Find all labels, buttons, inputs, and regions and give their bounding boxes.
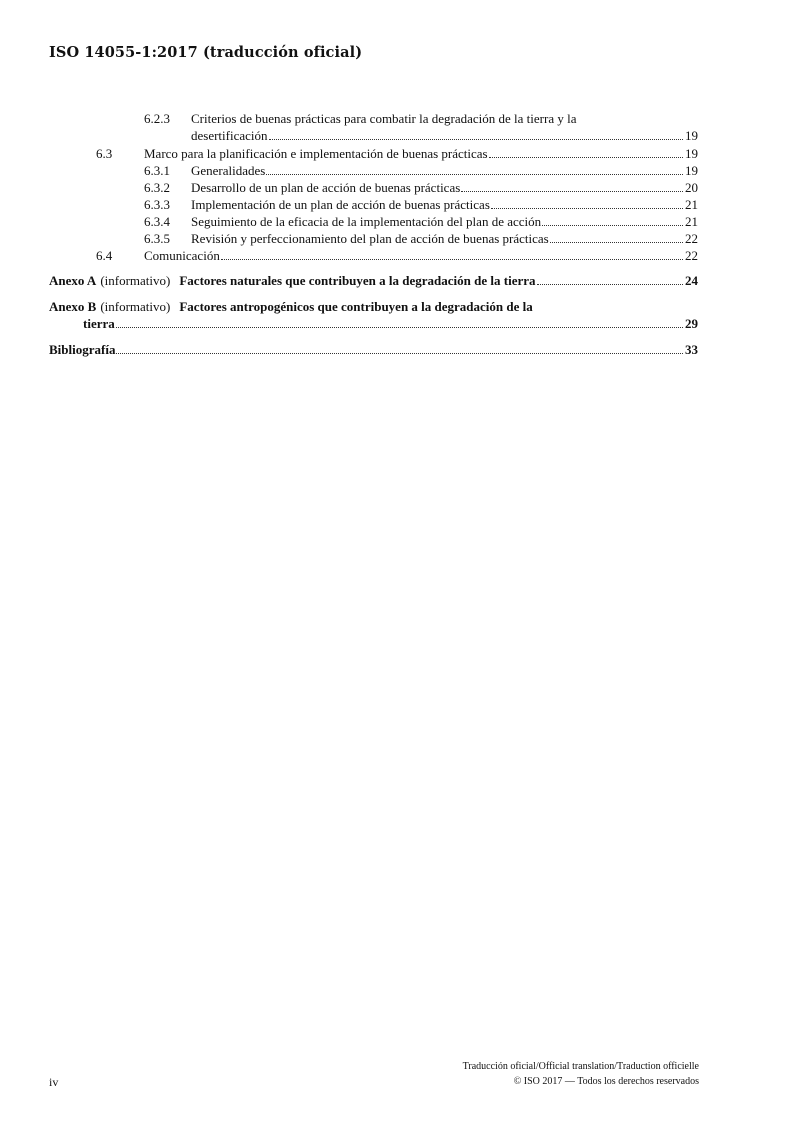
toc-title-6-2-3-line2: desertificación (191, 128, 268, 143)
toc-entry-bibliography[interactable] (49, 342, 698, 357)
toc-entry-6-3-4[interactable] (191, 214, 698, 229)
toc-title: Implementación de un plan de acción de buenas prácticas (191, 197, 490, 212)
footer-translation-note: Traducción oficial/Official translation/Traduction officielle (462, 1061, 699, 1072)
toc-page: 19 (685, 128, 698, 143)
toc-page: 24 (685, 273, 698, 288)
annex-b-title-line2: tierra (83, 316, 115, 331)
toc-num-6-3-4: 6.3.4 (144, 214, 170, 229)
toc-title: Desarrollo de un plan de acción de buenas prácticas (191, 180, 461, 195)
toc-entry-6-3-5[interactable] (191, 231, 698, 246)
toc-entry-6-3[interactable] (144, 146, 698, 161)
annex-b-label: Anexo B (49, 299, 97, 314)
toc-title: Comunicación (144, 248, 220, 263)
page-number: iv (49, 1075, 59, 1089)
annex-a-title: Factores naturales que contribuyen a la degradación de la tierra (179, 273, 536, 288)
toc-page: 33 (685, 342, 698, 357)
toc-page: 22 (685, 231, 698, 246)
toc-leader (537, 283, 683, 285)
toc-leader (489, 156, 683, 158)
toc-title: Generalidades (191, 163, 266, 178)
toc-page: 22 (685, 248, 698, 263)
toc-num-6-3-1: 6.3.1 (144, 163, 170, 178)
annex-b-title-line1: Factores antropogénicos que contribuyen a la degradación de la (179, 299, 533, 314)
toc-entry-6-3-3[interactable] (191, 197, 698, 212)
toc-title: Marco para la planificación e implementación de buenas prácticas (144, 146, 488, 161)
toc-entry-6-3-1[interactable] (191, 163, 698, 178)
toc-title: Revisión y perfeccionamiento del plan de acción de buenas prácticas (191, 231, 549, 246)
toc-leader (116, 326, 683, 328)
toc-leader (542, 224, 683, 226)
toc-page: 20 (685, 180, 698, 195)
document-title: ISO 14055-1:2017 (traducción oficial) (49, 44, 363, 61)
toc-page: 19 (685, 163, 698, 178)
toc-num-6-2-3: 6.2.3 (144, 111, 170, 126)
toc-entry-annex-a[interactable] (49, 273, 698, 288)
toc-page: 21 (685, 197, 698, 212)
toc-page: 19 (685, 146, 698, 161)
toc-entry-annex-b[interactable] (83, 316, 698, 331)
toc-leader (491, 207, 683, 209)
annex-a-type: (informativo) (100, 273, 171, 288)
toc-title-6-2-3-line1[interactable]: Criterios de buenas prácticas para combatir la degradación de la tierra y la (191, 111, 577, 126)
toc-leader (550, 241, 683, 243)
toc-leader (116, 352, 683, 354)
toc-entry-annex-b-line1[interactable] (49, 299, 533, 314)
bibliography-title: Bibliografía (49, 342, 116, 357)
toc-leader (221, 258, 683, 260)
toc-num-6-4: 6.4 (96, 248, 113, 263)
toc-entry-6-4[interactable] (144, 248, 698, 263)
toc-num-6-3: 6.3 (96, 146, 113, 161)
footer-copyright: © ISO 2017 — Todos los derechos reservados (513, 1076, 699, 1087)
toc-title: Seguimiento de la eficacia de la implementación del plan de acción (191, 214, 542, 229)
toc-page: 21 (685, 214, 698, 229)
toc-entry-6-3-2[interactable] (191, 180, 698, 195)
toc-leader (266, 173, 683, 175)
toc-num-6-3-5: 6.3.5 (144, 231, 170, 246)
toc-page: 29 (685, 316, 698, 331)
annex-b-type: (informativo) (100, 299, 171, 314)
toc-leader (269, 138, 683, 140)
toc-num-6-3-2: 6.3.2 (144, 180, 170, 195)
toc-num-6-3-3: 6.3.3 (144, 197, 170, 212)
toc-leader (461, 190, 683, 192)
annex-a-label: Anexo A (49, 273, 97, 288)
toc-entry-6-2-3[interactable] (191, 128, 698, 143)
